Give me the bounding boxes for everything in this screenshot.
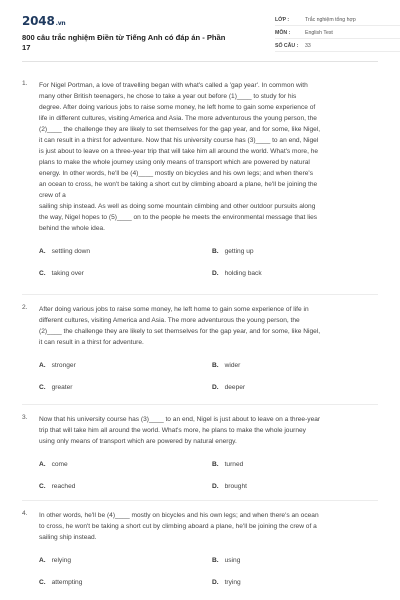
option-text: taking over <box>51 270 84 277</box>
question-line: is just about to leave on a three-year trip that will take him all around the world. What's more, he <box>39 148 319 155</box>
option-text: stronger <box>51 362 76 369</box>
question-line: it can result in a thirst for adventure. <box>39 339 144 346</box>
meta-value: 33 <box>305 42 311 49</box>
option-label: D. <box>212 270 219 277</box>
option-text: holding back <box>224 270 262 277</box>
option-label: C. <box>39 270 46 277</box>
option-text: come <box>51 461 68 468</box>
option-label: A. <box>39 461 46 468</box>
meta-info <box>275 14 400 53</box>
question-line: crew of a <box>39 192 66 199</box>
answer-option-b[interactable] <box>212 557 240 564</box>
question-separator <box>22 500 378 501</box>
meta-key: SỐ CÂU : <box>275 42 299 49</box>
option-label: D. <box>212 579 219 586</box>
option-label: B. <box>212 362 219 369</box>
question-line: (2)____ the challenge they are likely to set themselves for the gap year, and for some, like Nigel, <box>39 126 321 133</box>
meta-row-subject <box>275 27 400 39</box>
answer-option-c[interactable] <box>39 270 84 277</box>
question-line: trip that will take him all around the world. What's more, he plans to make the whole journey <box>39 427 306 434</box>
question-line: Now that his university course has (3)____ to an end, Nigel is just about to leave on a three-year <box>39 416 321 423</box>
question-number: 3. <box>22 414 28 421</box>
answer-option-c[interactable] <box>39 384 73 391</box>
option-label: A. <box>39 248 46 255</box>
option-label: D. <box>212 483 219 490</box>
answer-option-a[interactable] <box>39 362 76 369</box>
answer-option-d[interactable] <box>212 270 262 277</box>
question-line: different cultures, visiting America and Asia. The more adventurous the young person, the <box>39 317 300 324</box>
question-line: sailing ship instead. As well as doing some mountain climbing and other outdoor pursuits along <box>39 203 316 210</box>
question-line: For Nigel Portman, a love of travelling began with what's called a 'gap year'. In common with <box>39 82 308 89</box>
question-text <box>39 80 378 234</box>
option-label: A. <box>39 362 46 369</box>
question-line: After doing various jobs to raise some money, he left home to gain some experience of life in <box>39 306 309 313</box>
option-label: C. <box>39 579 46 586</box>
question-number: 2. <box>22 304 28 311</box>
question-text <box>39 414 378 447</box>
question-line: sailing ship instead. <box>39 534 97 541</box>
answer-option-a[interactable] <box>39 248 90 255</box>
question-separator <box>22 404 378 405</box>
meta-value: English Test <box>305 29 333 36</box>
answer-option-c[interactable] <box>39 483 75 490</box>
option-label: D. <box>212 384 219 391</box>
option-text: trying <box>224 579 241 586</box>
answer-option-d[interactable] <box>212 483 247 490</box>
answer-option-a[interactable] <box>39 557 71 564</box>
option-text: relying <box>51 557 72 564</box>
meta-key: LỚP : <box>275 16 290 23</box>
question-3 <box>22 414 378 447</box>
question-text <box>39 304 378 348</box>
question-text <box>39 510 378 543</box>
option-label: B. <box>212 557 219 564</box>
meta-row-class <box>275 14 400 26</box>
question-1 <box>22 80 378 234</box>
question-line: energy. In other words, he'll be (4)____ mostly on bicycles and his own legs; and when there's <box>39 170 313 177</box>
option-label: A. <box>39 557 46 564</box>
question-line: the way, Nigel hopes to (5)____ on to the people he meets the environmental message that lies <box>39 214 318 221</box>
question-line: using only means of transport which are powered by natural energy. <box>39 438 237 445</box>
question-line: behind the whole idea. <box>39 225 105 232</box>
question-line: an ocean to cross, he won't be taking a short cut by climbing aboard a plane, he'll be joining the <box>39 181 318 188</box>
option-text: wider <box>224 362 241 369</box>
question-line: to cross, he won't be taking a short cut by climbing aboard a plane, he'll be joining the crew of a <box>39 523 317 530</box>
question-line: In other words, he'll be (4)____ mostly on bicycles and his own legs; and when there's an ocean <box>39 512 319 519</box>
option-text: turned <box>224 461 244 468</box>
answer-option-d[interactable] <box>212 384 245 391</box>
option-text: brought <box>224 483 247 490</box>
question-4 <box>22 510 378 543</box>
answer-option-b[interactable] <box>212 248 254 255</box>
meta-value: Trắc nghiệm tổng hợp <box>305 16 356 23</box>
option-label: C. <box>39 483 46 490</box>
question-line: degree. After doing various jobs to raise some money, he left home to gain some experience of <box>39 104 316 111</box>
meta-key: MÔN : <box>275 29 291 36</box>
option-label: B. <box>212 248 219 255</box>
option-text: settling down <box>51 248 91 255</box>
page-header <box>22 0 378 62</box>
option-text: using <box>224 557 241 564</box>
option-label: B. <box>212 461 219 468</box>
question-line: it can result in a thirst for adventure. Now that his university course has (3)____ to an end, Nigel <box>39 137 319 144</box>
answer-option-b[interactable] <box>212 362 240 369</box>
answer-option-c[interactable] <box>39 579 82 586</box>
question-line: (2)____ the challenge they are likely to set themselves for the gap year, and for some, like Nigel, <box>39 328 321 335</box>
meta-row-count <box>275 40 400 52</box>
site-logo[interactable] <box>22 14 65 28</box>
question-number: 1. <box>22 80 28 87</box>
question-number: 4. <box>22 510 28 517</box>
option-text: greater <box>51 384 73 391</box>
answer-option-b[interactable] <box>212 461 243 468</box>
option-text: attempting <box>51 579 83 586</box>
question-line: many other British teenagers, he chose to take a year out before (1)____ to study for his <box>39 93 297 100</box>
answer-option-a[interactable] <box>39 461 68 468</box>
option-label: C. <box>39 384 46 391</box>
logo-main: 2048 <box>22 14 55 28</box>
question-line: plans to make the whole journey using only means of transport which are powered by natural <box>39 159 310 166</box>
option-text: getting up <box>224 248 254 255</box>
option-text: deeper <box>224 384 246 391</box>
option-text: reached <box>51 483 76 490</box>
answer-option-d[interactable] <box>212 579 241 586</box>
question-line: life in different cultures, visiting America and Asia. The more adventurous the young person, the <box>39 115 317 122</box>
page-title: 800 câu trắc nghiệm Điền từ Tiếng Anh có đáp án - Phần 17 <box>22 33 226 52</box>
question-separator <box>22 294 378 295</box>
question-2 <box>22 304 378 348</box>
logo-sub: .vn <box>55 20 66 27</box>
